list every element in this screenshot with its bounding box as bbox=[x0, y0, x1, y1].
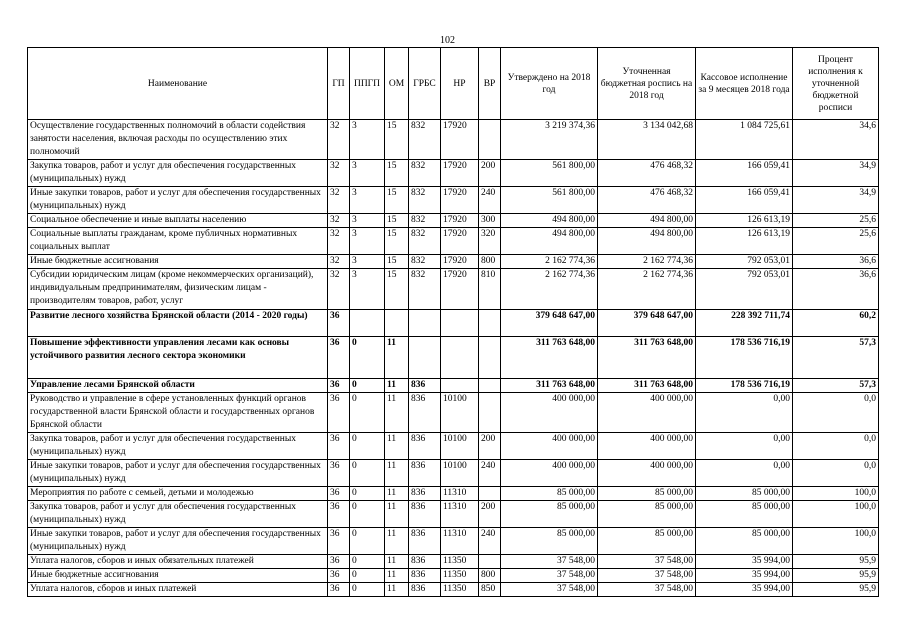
cell-gp: 32 bbox=[328, 214, 350, 228]
cell-refined: 2 162 774,36 bbox=[598, 269, 696, 310]
table-row bbox=[28, 583, 879, 597]
cell-cash: 85 000,00 bbox=[696, 501, 793, 528]
cell-om: 15 bbox=[385, 160, 409, 187]
cell-nr bbox=[441, 337, 479, 379]
cell-approved: 85 000,00 bbox=[501, 501, 598, 528]
cell-nr: 17920 bbox=[441, 160, 479, 187]
cell-percent: 34,9 bbox=[793, 160, 879, 187]
cell-gp: 36 bbox=[328, 528, 350, 555]
cell-refined: 311 763 648,00 bbox=[598, 337, 696, 379]
header-refined: Уточненная бюджетная роспись на 2018 год bbox=[598, 48, 696, 120]
cell-om: 11 bbox=[385, 393, 409, 433]
cell-refined: 379 648 647,00 bbox=[598, 310, 696, 337]
cell-percent: 36,6 bbox=[793, 269, 879, 310]
cell-nr: 11310 bbox=[441, 501, 479, 528]
cell-om: 15 bbox=[385, 255, 409, 269]
cell-gp: 32 bbox=[328, 160, 350, 187]
cell-percent: 25,6 bbox=[793, 228, 879, 255]
cell-refined: 2 162 774,36 bbox=[598, 255, 696, 269]
header-nr: НР bbox=[441, 48, 479, 120]
cell-ppgp: 3 bbox=[350, 160, 385, 187]
header-gp: ГП bbox=[328, 48, 350, 120]
cell-om: 11 bbox=[385, 583, 409, 597]
cell-vr: 200 bbox=[479, 501, 501, 528]
cell-gp: 32 bbox=[328, 187, 350, 214]
cell-ppgp: 0 bbox=[350, 501, 385, 528]
cell-ppgp: 3 bbox=[350, 269, 385, 310]
cell-approved: 37 548,00 bbox=[501, 569, 598, 583]
cell-cash: 126 613,19 bbox=[696, 214, 793, 228]
cell-grbs: 836 bbox=[409, 433, 441, 460]
cell-om: 15 bbox=[385, 120, 409, 160]
cell-vr bbox=[479, 310, 501, 337]
cell-gp: 36 bbox=[328, 569, 350, 583]
cell-grbs: 832 bbox=[409, 228, 441, 255]
cell-vr: 320 bbox=[479, 228, 501, 255]
cell-percent: 0,0 bbox=[793, 460, 879, 487]
cell-approved: 400 000,00 bbox=[501, 393, 598, 433]
cell-grbs: 832 bbox=[409, 187, 441, 214]
cell-ppgp: 0 bbox=[350, 393, 385, 433]
cell-om bbox=[385, 310, 409, 337]
cell-cash: 35 994,00 bbox=[696, 569, 793, 583]
cell-name: Иные закупки товаров, работ и услуг для обеспечения государственных (муниципальных) нужд bbox=[28, 528, 328, 555]
cell-vr: 240 bbox=[479, 460, 501, 487]
cell-approved: 2 162 774,36 bbox=[501, 255, 598, 269]
cell-om: 11 bbox=[385, 433, 409, 460]
cell-percent: 95,9 bbox=[793, 555, 879, 569]
cell-nr: 11310 bbox=[441, 528, 479, 555]
cell-percent: 100,0 bbox=[793, 501, 879, 528]
cell-nr: 17920 bbox=[441, 255, 479, 269]
table-row bbox=[28, 569, 879, 583]
cell-cash: 792 053,01 bbox=[696, 269, 793, 310]
cell-name: Руководство и управление в сфере установленных функций органов государственной власти Брянской области и государственных органов Брянской области bbox=[28, 393, 328, 433]
cell-grbs: 836 bbox=[409, 569, 441, 583]
cell-om: 15 bbox=[385, 269, 409, 310]
header-vr: ВР bbox=[479, 48, 501, 120]
cell-vr: 850 bbox=[479, 583, 501, 597]
table-row bbox=[28, 528, 879, 555]
cell-cash: 35 994,00 bbox=[696, 583, 793, 597]
cell-ppgp bbox=[350, 310, 385, 337]
table-row bbox=[28, 501, 879, 528]
table-row bbox=[28, 555, 879, 569]
cell-om: 11 bbox=[385, 528, 409, 555]
cell-ppgp: 0 bbox=[350, 487, 385, 501]
cell-name: Иные закупки товаров, работ и услуг для обеспечения государственных (муниципальных) нужд bbox=[28, 187, 328, 214]
cell-om: 11 bbox=[385, 460, 409, 487]
cell-cash: 85 000,00 bbox=[696, 528, 793, 555]
cell-name: Закупка товаров, работ и услуг для обеспечения государственных (муниципальных) нужд bbox=[28, 501, 328, 528]
cell-nr: 11350 bbox=[441, 555, 479, 569]
cell-ppgp: 3 bbox=[350, 228, 385, 255]
cell-name: Мероприятия по работе с семьей, детьми и молодежью bbox=[28, 487, 328, 501]
cell-grbs: 832 bbox=[409, 120, 441, 160]
header-om: ОМ bbox=[385, 48, 409, 120]
cell-vr bbox=[479, 337, 501, 379]
table-row bbox=[28, 187, 879, 214]
cell-approved: 85 000,00 bbox=[501, 487, 598, 501]
cell-om: 15 bbox=[385, 187, 409, 214]
cell-approved: 400 000,00 bbox=[501, 460, 598, 487]
cell-ppgp: 3 bbox=[350, 255, 385, 269]
cell-nr: 11350 bbox=[441, 583, 479, 597]
cell-name: Социальное обеспечение и иные выплаты населению bbox=[28, 214, 328, 228]
cell-gp: 32 bbox=[328, 120, 350, 160]
cell-approved: 37 548,00 bbox=[501, 555, 598, 569]
cell-percent: 25,6 bbox=[793, 214, 879, 228]
cell-cash: 228 392 711,74 bbox=[696, 310, 793, 337]
cell-vr: 200 bbox=[479, 433, 501, 460]
cell-percent: 60,2 bbox=[793, 310, 879, 337]
cell-gp: 36 bbox=[328, 555, 350, 569]
cell-grbs: 832 bbox=[409, 160, 441, 187]
cell-cash: 35 994,00 bbox=[696, 555, 793, 569]
table-row bbox=[28, 460, 879, 487]
cell-refined: 400 000,00 bbox=[598, 460, 696, 487]
table-row bbox=[28, 310, 879, 337]
cell-vr: 810 bbox=[479, 269, 501, 310]
cell-nr: 11310 bbox=[441, 487, 479, 501]
cell-nr: 17920 bbox=[441, 120, 479, 160]
cell-grbs: 832 bbox=[409, 269, 441, 310]
header-cash: Кассовое исполнение за 9 месяцев 2018 года bbox=[696, 48, 793, 120]
cell-om: 11 bbox=[385, 555, 409, 569]
cell-ppgp: 0 bbox=[350, 460, 385, 487]
budget-table bbox=[27, 47, 879, 597]
cell-cash: 0,00 bbox=[696, 433, 793, 460]
cell-refined: 37 548,00 bbox=[598, 555, 696, 569]
cell-cash: 166 059,41 bbox=[696, 160, 793, 187]
cell-cash: 178 536 716,19 bbox=[696, 379, 793, 393]
cell-cash: 0,00 bbox=[696, 460, 793, 487]
cell-approved: 561 800,00 bbox=[501, 160, 598, 187]
cell-nr bbox=[441, 379, 479, 393]
cell-gp: 36 bbox=[328, 501, 350, 528]
cell-cash: 178 536 716,19 bbox=[696, 337, 793, 379]
cell-gp: 32 bbox=[328, 228, 350, 255]
cell-nr: 10100 bbox=[441, 393, 479, 433]
cell-om: 11 bbox=[385, 569, 409, 583]
cell-nr: 11350 bbox=[441, 569, 479, 583]
cell-grbs: 836 bbox=[409, 393, 441, 433]
cell-refined: 37 548,00 bbox=[598, 569, 696, 583]
cell-cash: 1 084 725,61 bbox=[696, 120, 793, 160]
cell-grbs: 832 bbox=[409, 255, 441, 269]
cell-approved: 400 000,00 bbox=[501, 433, 598, 460]
table-row bbox=[28, 379, 879, 393]
cell-name: Уплата налогов, сборов и иных обязательных платежей bbox=[28, 555, 328, 569]
cell-ppgp: 0 bbox=[350, 555, 385, 569]
table-row bbox=[28, 228, 879, 255]
cell-vr bbox=[479, 393, 501, 433]
cell-grbs: 836 bbox=[409, 528, 441, 555]
cell-approved: 494 800,00 bbox=[501, 228, 598, 255]
cell-gp: 32 bbox=[328, 255, 350, 269]
cell-ppgp: 0 bbox=[350, 569, 385, 583]
cell-approved: 311 763 648,00 bbox=[501, 379, 598, 393]
cell-nr: 10100 bbox=[441, 433, 479, 460]
cell-gp: 36 bbox=[328, 337, 350, 379]
cell-vr bbox=[479, 555, 501, 569]
cell-cash: 85 000,00 bbox=[696, 487, 793, 501]
cell-ppgp: 3 bbox=[350, 187, 385, 214]
cell-ppgp: 0 bbox=[350, 337, 385, 379]
cell-gp: 36 bbox=[328, 310, 350, 337]
cell-approved: 2 162 774,36 bbox=[501, 269, 598, 310]
cell-name: Осуществление государственных полномочий в области содействия занятости населения, включая расходы по осуществлению этих полномочий bbox=[28, 120, 328, 160]
header-percent: Процент исполнения к уточненной бюджетной росписи bbox=[793, 48, 879, 120]
cell-gp: 32 bbox=[328, 269, 350, 310]
cell-refined: 494 800,00 bbox=[598, 214, 696, 228]
cell-vr: 240 bbox=[479, 528, 501, 555]
cell-vr bbox=[479, 487, 501, 501]
cell-refined: 37 548,00 bbox=[598, 583, 696, 597]
cell-nr: 17920 bbox=[441, 269, 479, 310]
cell-percent: 34,6 bbox=[793, 120, 879, 160]
cell-approved: 561 800,00 bbox=[501, 187, 598, 214]
cell-refined: 400 000,00 bbox=[598, 433, 696, 460]
cell-gp: 36 bbox=[328, 460, 350, 487]
table-row bbox=[28, 160, 879, 187]
cell-gp: 36 bbox=[328, 379, 350, 393]
cell-nr: 17920 bbox=[441, 214, 479, 228]
cell-grbs: 836 bbox=[409, 379, 441, 393]
cell-ppgp: 0 bbox=[350, 528, 385, 555]
cell-gp: 36 bbox=[328, 433, 350, 460]
cell-grbs: 836 bbox=[409, 460, 441, 487]
table-row bbox=[28, 214, 879, 228]
cell-ppgp: 3 bbox=[350, 214, 385, 228]
cell-percent: 57,3 bbox=[793, 337, 879, 379]
cell-ppgp: 0 bbox=[350, 583, 385, 597]
cell-name: Закупка товаров, работ и услуг для обеспечения государственных (муниципальных) нужд bbox=[28, 433, 328, 460]
cell-nr: 17920 bbox=[441, 228, 479, 255]
header-approved: Утверждено на 2018 год bbox=[501, 48, 598, 120]
cell-refined: 85 000,00 bbox=[598, 487, 696, 501]
cell-name: Развитие лесного хозяйства Брянской области (2014 - 2020 годы) bbox=[28, 310, 328, 337]
cell-om: 15 bbox=[385, 228, 409, 255]
cell-vr: 240 bbox=[479, 187, 501, 214]
cell-cash: 166 059,41 bbox=[696, 187, 793, 214]
cell-om: 11 bbox=[385, 379, 409, 393]
cell-name: Иные бюджетные ассигнования bbox=[28, 255, 328, 269]
cell-approved: 379 648 647,00 bbox=[501, 310, 598, 337]
cell-name: Социальные выплаты гражданам, кроме публичных нормативных социальных выплат bbox=[28, 228, 328, 255]
cell-grbs bbox=[409, 310, 441, 337]
cell-percent: 95,9 bbox=[793, 583, 879, 597]
cell-name: Субсидии юридическим лицам (кроме некоммерческих организаций), индивидуальным предпринимателям, физическим лицам - производителям товаров, работ, услуг bbox=[28, 269, 328, 310]
header-grbs: ГРБС bbox=[409, 48, 441, 120]
cell-name: Уплата налогов, сборов и иных платежей bbox=[28, 583, 328, 597]
cell-cash: 0,00 bbox=[696, 393, 793, 433]
cell-approved: 85 000,00 bbox=[501, 528, 598, 555]
cell-name: Управление лесами Брянской области bbox=[28, 379, 328, 393]
cell-approved: 37 548,00 bbox=[501, 583, 598, 597]
cell-grbs: 836 bbox=[409, 555, 441, 569]
cell-percent: 57,3 bbox=[793, 379, 879, 393]
cell-approved: 494 800,00 bbox=[501, 214, 598, 228]
cell-percent: 95,9 bbox=[793, 569, 879, 583]
cell-vr: 300 bbox=[479, 214, 501, 228]
cell-vr bbox=[479, 379, 501, 393]
cell-cash: 792 053,01 bbox=[696, 255, 793, 269]
cell-ppgp: 0 bbox=[350, 379, 385, 393]
table-header-row bbox=[28, 48, 879, 120]
cell-name: Иные бюджетные ассигнования bbox=[28, 569, 328, 583]
cell-om: 11 bbox=[385, 337, 409, 379]
cell-name: Повышение эффективности управления лесами как основы устойчивого развития лесного сектора экономики bbox=[28, 337, 328, 379]
cell-name: Иные закупки товаров, работ и услуг для обеспечения государственных (муниципальных) нужд bbox=[28, 460, 328, 487]
cell-refined: 476 468,32 bbox=[598, 160, 696, 187]
cell-vr: 200 bbox=[479, 160, 501, 187]
cell-refined: 85 000,00 bbox=[598, 501, 696, 528]
cell-nr: 17920 bbox=[441, 187, 479, 214]
table-row bbox=[28, 269, 879, 310]
cell-refined: 3 134 042,68 bbox=[598, 120, 696, 160]
cell-gp: 36 bbox=[328, 583, 350, 597]
cell-percent: 36,6 bbox=[793, 255, 879, 269]
cell-refined: 476 468,32 bbox=[598, 187, 696, 214]
table-row bbox=[28, 120, 879, 160]
cell-grbs: 836 bbox=[409, 487, 441, 501]
cell-grbs bbox=[409, 337, 441, 379]
table-row bbox=[28, 393, 879, 433]
cell-cash: 126 613,19 bbox=[696, 228, 793, 255]
cell-grbs: 832 bbox=[409, 214, 441, 228]
header-name: Наименование bbox=[28, 48, 328, 120]
cell-nr bbox=[441, 310, 479, 337]
cell-name: Закупка товаров, работ и услуг для обеспечения государственных (муниципальных) нужд bbox=[28, 160, 328, 187]
header-ppgp: ППГП bbox=[350, 48, 385, 120]
cell-ppgp: 3 bbox=[350, 120, 385, 160]
cell-grbs: 836 bbox=[409, 501, 441, 528]
cell-refined: 494 800,00 bbox=[598, 228, 696, 255]
cell-ppgp: 0 bbox=[350, 433, 385, 460]
table-row bbox=[28, 487, 879, 501]
cell-refined: 311 763 648,00 bbox=[598, 379, 696, 393]
page-number: 102 bbox=[440, 35, 455, 46]
cell-vr: 800 bbox=[479, 569, 501, 583]
cell-percent: 0,0 bbox=[793, 393, 879, 433]
cell-nr: 10100 bbox=[441, 460, 479, 487]
cell-gp: 36 bbox=[328, 393, 350, 433]
cell-gp: 36 bbox=[328, 487, 350, 501]
cell-percent: 100,0 bbox=[793, 528, 879, 555]
cell-vr bbox=[479, 120, 501, 160]
table-body bbox=[28, 120, 879, 597]
cell-percent: 34,9 bbox=[793, 187, 879, 214]
cell-om: 11 bbox=[385, 501, 409, 528]
cell-approved: 311 763 648,00 bbox=[501, 337, 598, 379]
cell-grbs: 836 bbox=[409, 583, 441, 597]
table-row bbox=[28, 433, 879, 460]
cell-vr: 800 bbox=[479, 255, 501, 269]
cell-refined: 400 000,00 bbox=[598, 393, 696, 433]
cell-percent: 0,0 bbox=[793, 433, 879, 460]
cell-percent: 100,0 bbox=[793, 487, 879, 501]
table-row bbox=[28, 255, 879, 269]
table-row bbox=[28, 337, 879, 379]
cell-approved: 3 219 374,36 bbox=[501, 120, 598, 160]
cell-om: 15 bbox=[385, 214, 409, 228]
cell-refined: 85 000,00 bbox=[598, 528, 696, 555]
cell-om: 11 bbox=[385, 487, 409, 501]
